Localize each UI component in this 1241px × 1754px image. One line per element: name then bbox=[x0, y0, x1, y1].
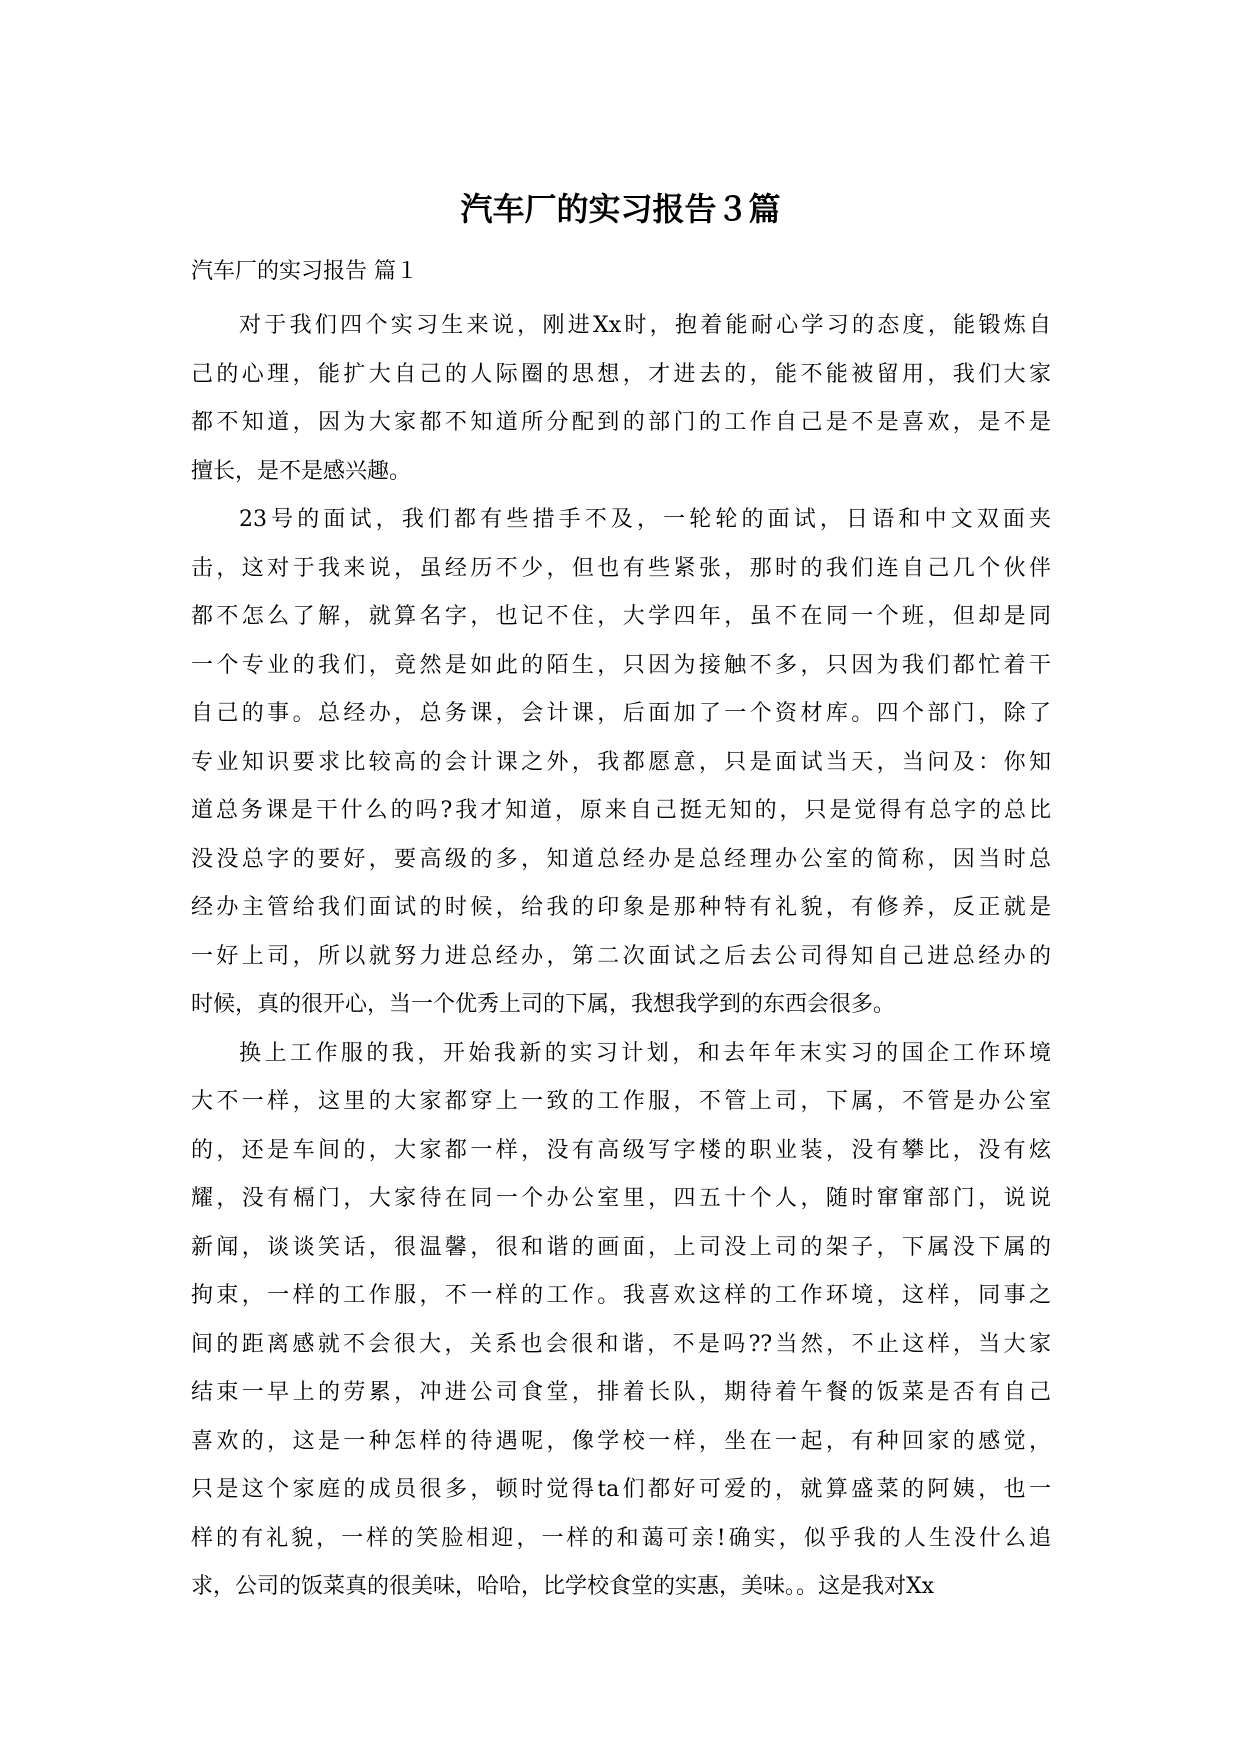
paragraph-2 bbox=[191, 496, 1051, 1030]
text-line: 新闻，谈谈笑话，很温馨，很和谐的画面，上司没上司的架子，下属没下属的 bbox=[191, 1234, 1051, 1260]
text-line: 23号的面试，我们都有些措手不及，一轮轮的面试，日语和中文双面夹 bbox=[239, 507, 1051, 532]
text-line: 己的心理，能扩大自己的人际圈的思想，才进去的，能不能被留用，我们大家 bbox=[191, 361, 1051, 387]
text-line: 求，公司的饭菜真的很美味，哈哈，比学校食堂的实惠，美味。。这是我对Xx bbox=[191, 1574, 935, 1599]
text-line: 样的有礼貌，一样的笑脸相迎，一样的和蔼可亲!确实，似乎我的人生没什么追 bbox=[191, 1525, 1051, 1551]
text-line: 专业知识要求比较高的会计课之外，我都愿意，只是面试当天，当问及：你知 bbox=[191, 749, 1051, 775]
text-line: 一个专业的我们，竟然是如此的陌生，只因为接触不多，只因为我们都忙着干 bbox=[191, 652, 1051, 678]
text-line: 时候，真的很开心，当一个优秀上司的下属，我想我学到的东西会很多。 bbox=[191, 992, 896, 1017]
text-line: 只是这个家庭的成员很多，顿时觉得ta们都好可爱的，就算盛菜的阿姨，也一 bbox=[191, 1477, 1051, 1502]
paragraph-3 bbox=[191, 1030, 1051, 1612]
text-line: 自己的事。总经办，总务课，会计课，后面加了一个资材库。四个部门，除了 bbox=[191, 701, 1051, 726]
text-line: 没没总字的要好，要高级的多，知道总经办是总经理办公室的简称，因当时总 bbox=[191, 846, 1051, 872]
text-line: 经办主管给我们面试的时候，给我的印象是那种特有礼貌，有修养，反正就是 bbox=[191, 895, 1051, 920]
paragraph-1 bbox=[191, 302, 1051, 496]
text-line: 都不怎么了解，就算名字，也记不住，大学四年，虽不在同一个班，但却是同 bbox=[191, 604, 1051, 629]
document-subtitle: 汽车厂的实习报告 篇１ bbox=[191, 259, 418, 284]
text-line: 都不知道，因为大家都不知道所分配到的部门的工作自己是不是喜欢，是不是 bbox=[191, 410, 1051, 435]
text-line: 换上工作服的我，开始我新的实习计划，和去年年末实习的国企工作环境 bbox=[239, 1040, 1051, 1066]
text-line: 道总务课是干什么的吗?我才知道，原来自己挺无知的，只是觉得有总字的总比 bbox=[191, 798, 1051, 823]
text-line: 击，这对于我来说，虽经历不少，但也有些紧张，那时的我们连自己几个伙伴 bbox=[191, 555, 1051, 581]
text-line: 结束一早上的劳累，冲进公司食堂，排着长队，期待着午餐的饭菜是否有自己 bbox=[191, 1380, 1051, 1405]
text-line: 大不一样，这里的大家都穿上一致的工作服，不管上司，下属，不管是办公室 bbox=[191, 1089, 1051, 1114]
text-line: 拘束，一样的工作服，不一样的工作。我喜欢这样的工作环境，这样，同事之 bbox=[191, 1283, 1051, 1308]
text-line: 间的距离感就不会很大，关系也会很和谐，不是吗??当然，不止这样，当大家 bbox=[191, 1331, 1051, 1357]
text-line: 擅长，是不是感兴趣。 bbox=[191, 458, 412, 484]
text-line: 的，还是车间的，大家都一样，没有高级写字楼的职业装，没有攀比，没有炫 bbox=[191, 1137, 1051, 1163]
document-body bbox=[191, 302, 1051, 1612]
text-line: 一好上司，所以就努力进总经办，第二次面试之后去公司得知自己进总经办的 bbox=[191, 943, 1051, 969]
text-line: 喜欢的，这是一种怎样的待遇呢，像学校一样，坐在一起，有种回家的感觉， bbox=[191, 1428, 1051, 1454]
text-line: 耀，没有槅门，大家待在同一个办公室里，四五十个人，随时窜窜部门，说说 bbox=[191, 1186, 1051, 1211]
text-line: 对于我们四个实习生来说，刚进Xx时，抱着能耐心学习的态度，能锻炼自 bbox=[239, 313, 1051, 338]
document-title: 汽车厂的实习报告３篇 bbox=[460, 190, 781, 228]
